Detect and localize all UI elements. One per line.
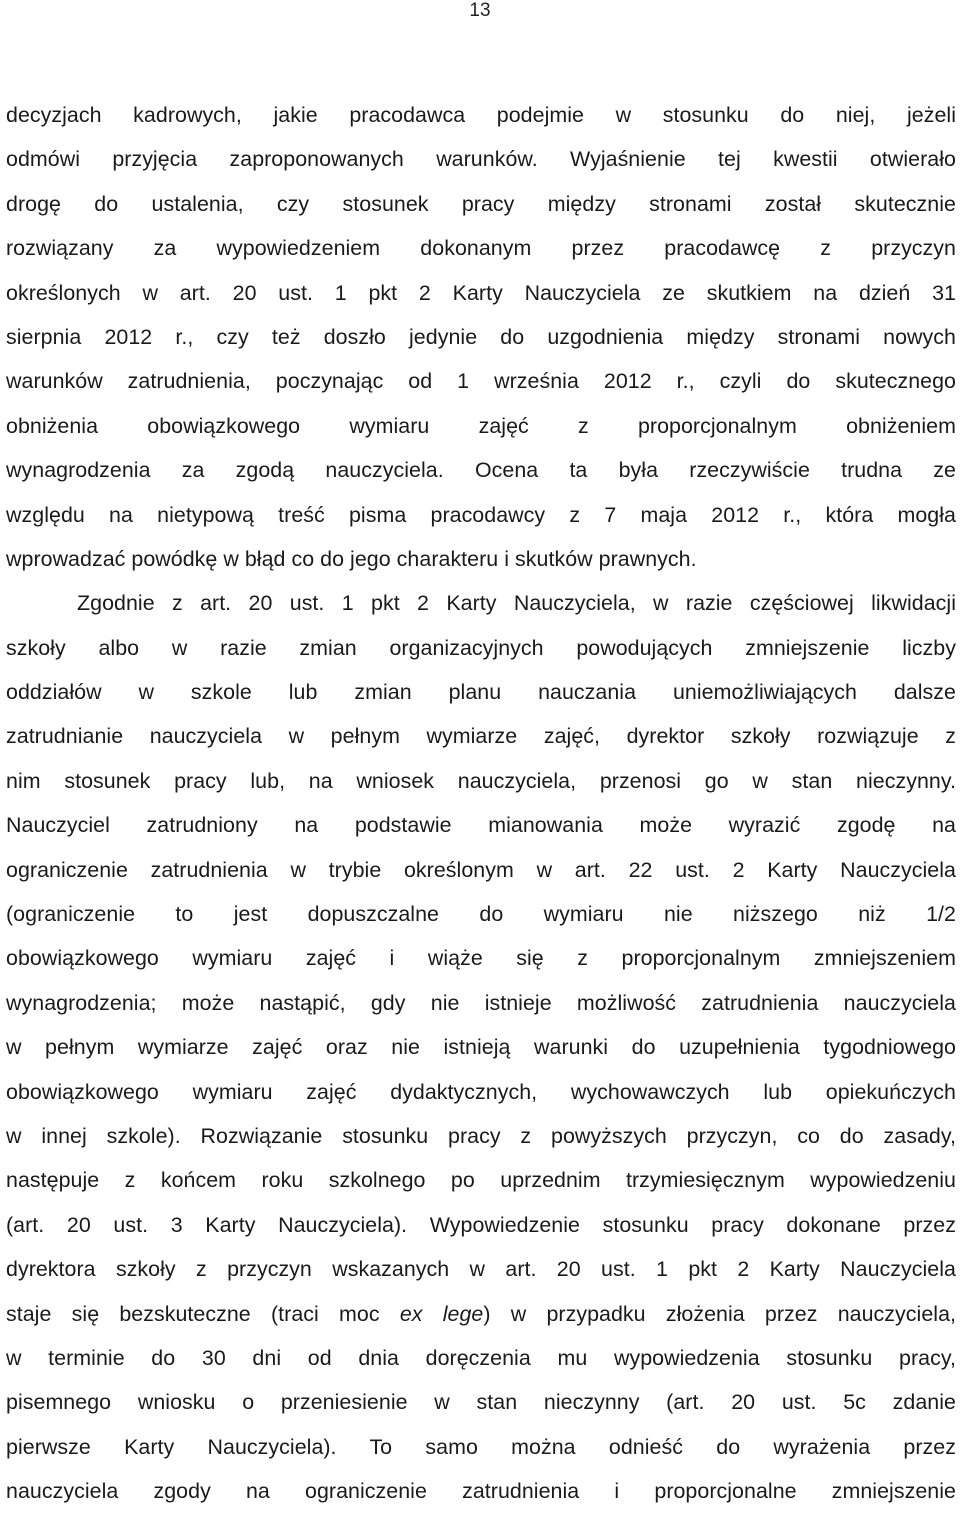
text-line: rozwiązany za wypowiedzeniem dokonanym przez pracodawcę z przyczyn (6, 236, 956, 261)
text-line: ograniczenie zatrudnienia w trybie określonym w art. 22 ust. 2 Karty Nauczyciela (6, 857, 956, 882)
text-line: wynagrodzenia; może nastąpić, gdy nie istnieje możliwość zatrudnienia nauczyciela (6, 990, 956, 1015)
text-line: dyrektora szkoły z przyczyn wskazanych w art. 20 ust. 1 pkt 2 Karty Nauczyciela (6, 1257, 956, 1282)
text-line: w innej szkole). Rozwiązanie stosunku pracy z powyższych przyczyn, co do zasady, (6, 1123, 956, 1148)
text-line: (ograniczenie to jest dopuszczalne do wymiaru nie niższego niż 1/2 (6, 902, 956, 927)
document-body (6, 93, 956, 1514)
text-line: staje się bezskuteczne (traci moc ex lege) w przypadku złożenia przez nauczyciela, (6, 1301, 956, 1326)
text-line: (art. 20 ust. 3 Karty Nauczyciela). Wypowiedzenie stosunku pracy dokonane przez (6, 1212, 956, 1237)
text-line: następuje z końcem roku szkolnego po uprzednim trzymiesięcznym wypowiedzeniu (6, 1168, 956, 1193)
text-line: obowiązkowego wymiaru zajęć i wiąże się z proporcjonalnym zmniejszeniem (6, 946, 956, 971)
text-line: nauczyciela zgody na ograniczenie zatrudnienia i proporcjonalne zmniejszenie (6, 1479, 956, 1504)
text-line: obowiązkowego wymiaru zajęć dydaktycznych, wychowawczych lub opiekuńczych (6, 1079, 956, 1104)
text-line: Nauczyciel zatrudniony na podstawie mianowania może wyrazić zgodę na (6, 813, 956, 838)
text-line: oddziałów w szkole lub zmian planu nauczania uniemożliwiających dalsze (6, 680, 956, 705)
text-line: sierpnia 2012 r., czy też doszło jedynie do uzgodnienia między stronami nowych (6, 324, 956, 349)
text-line: wprowadzać powódkę w błąd co do jego charakteru i skutków prawnych. (6, 546, 697, 571)
page-number: 13 (469, 0, 491, 21)
text-line: szkoły albo w razie zmian organizacyjnych powodujących zmniejszenie liczby (6, 635, 956, 660)
text-line: zatrudnianie nauczyciela w pełnym wymiarze zajęć, dyrektor szkoły rozwiązuje z (6, 724, 956, 749)
text-line: wynagrodzenia za zgodą nauczyciela. Ocena ta była rzeczywiście trudna ze (6, 458, 956, 483)
latin-phrase: ex lege (399, 1301, 484, 1326)
text-line: pierwsze Karty Nauczyciela). To samo można odnieść do wyrażenia przez (6, 1434, 956, 1459)
text-line: decyzjach kadrowych, jakie pracodawca podejmie w stosunku do niej, jeżeli (6, 103, 956, 127)
text-line: obniżenia obowiązkowego wymiaru zajęć z proporcjonalnym obniżeniem (6, 413, 956, 438)
text-line: warunków zatrudnienia, poczynając od 1 września 2012 r., czyli do skutecznego (6, 369, 956, 394)
text-line: w terminie do 30 dni od dnia doręczenia mu wypowiedzenia stosunku pracy, (6, 1345, 956, 1370)
text-line: nim stosunek pracy lub, na wniosek nauczyciela, przenosi go w stan nieczynny. (6, 768, 956, 793)
text-line: Zgodnie z art. 20 ust. 1 pkt 2 Karty Nauczyciela, w razie częściowej likwidacji (77, 591, 956, 616)
text-line: określonych w art. 20 ust. 1 pkt 2 Karty Nauczyciela ze skutkiem na dzień 31 (6, 280, 956, 305)
text-line: w pełnym wymiarze zajęć oraz nie istnieją warunki do uzupełnienia tygodniowego (6, 1035, 956, 1060)
text-line: pisemnego wniosku o przeniesienie w stan nieczynny (art. 20 ust. 5c zdanie (6, 1390, 956, 1415)
text-line: względu na nietypową treść pisma pracodawcy z 7 maja 2012 r., która mogła (6, 502, 956, 527)
text-line: drogę do ustalenia, czy stosunek pracy między stronami został skutecznie (6, 191, 956, 216)
text-line: odmówi przyjęcia zaproponowanych warunków. Wyjaśnienie tej kwestii otwierało (6, 147, 956, 172)
